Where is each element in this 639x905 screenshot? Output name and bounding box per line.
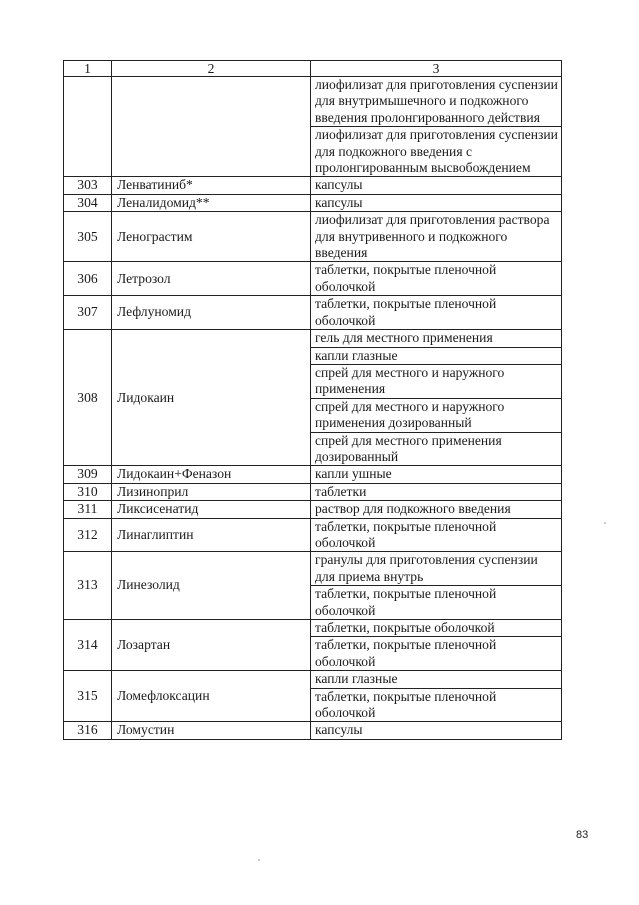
table-row — [64, 262, 562, 296]
dosage-form: капсулы — [311, 722, 562, 739]
table-row — [64, 212, 562, 262]
drug-name: Ликсисенатид — [112, 501, 311, 518]
drug-name: Леналидомид** — [112, 194, 311, 211]
row-number: 315 — [64, 671, 112, 722]
table-row — [64, 671, 562, 688]
row-number: 306 — [64, 262, 112, 296]
dosage-form: капли ушные — [311, 466, 562, 483]
drug-name: Ломустин — [112, 722, 311, 739]
drug-name: Лозартан — [112, 620, 311, 671]
dosage-form: капли глазные — [311, 671, 562, 688]
drug-name: Лидокаин+Феназон — [112, 466, 311, 483]
dosage-form: лиофилизат для приготовления суспензии для внутримышечного и подкожного введения пролонгированного действия — [311, 77, 562, 127]
row-number: 313 — [64, 552, 112, 620]
drug-name: Ломефлоксацин — [112, 671, 311, 722]
dosage-form: капсулы — [311, 177, 562, 194]
row-number: 308 — [64, 330, 112, 466]
dosage-form: раствор для подкожного введения — [311, 501, 562, 518]
dosage-form: таблетки, покрытые пленочной оболочкой — [311, 586, 562, 620]
row-number: 307 — [64, 296, 112, 330]
row-number: 311 — [64, 501, 112, 518]
drug-name: Ленограстим — [112, 212, 311, 262]
dosage-form: лиофилизат для приготовления раствора для внутривенного и подкожного введения — [311, 212, 562, 262]
table-row — [64, 330, 562, 347]
drug-name: Линезолид — [112, 552, 311, 620]
table-row — [64, 620, 562, 637]
scan-speck — [604, 522, 606, 524]
dosage-form: капли глазные — [311, 347, 562, 364]
table-row — [64, 518, 562, 552]
page-number: 83 — [576, 829, 589, 841]
table-row — [64, 501, 562, 518]
scan-speck — [258, 859, 260, 861]
table-row — [64, 722, 562, 739]
table-row — [64, 177, 562, 194]
drug-table — [63, 60, 562, 740]
table-row — [64, 483, 562, 500]
dosage-form: таблетки, покрытые пленочной оболочкой — [311, 262, 562, 296]
dosage-form: спрей для местного применения дозированный — [311, 432, 562, 466]
row-number: 309 — [64, 466, 112, 483]
dosage-form: гель для местного применения — [311, 330, 562, 347]
header-col-2: 2 — [112, 61, 311, 77]
drug-name: Линаглиптин — [112, 518, 311, 552]
table-row — [64, 194, 562, 211]
dosage-form: лиофилизат для приготовления суспензии для подкожного введения с пролонгированным высвобождением — [311, 127, 562, 177]
drug-name: Лизиноприл — [112, 483, 311, 500]
table-row — [64, 466, 562, 483]
dosage-form: таблетки, покрытые пленочной оболочкой — [311, 296, 562, 330]
drug-name: Лидокаин — [112, 330, 311, 466]
dosage-form: таблетки, покрытые пленочной оболочкой — [311, 518, 562, 552]
drug-name: Ленватиниб* — [112, 177, 311, 194]
row-number: 303 — [64, 177, 112, 194]
table-row — [64, 296, 562, 330]
row-number: 305 — [64, 212, 112, 262]
drug-name: Лефлуномид — [112, 296, 311, 330]
table-row — [64, 77, 562, 127]
dosage-form: таблетки, покрытые пленочной оболочкой — [311, 637, 562, 671]
dosage-form: таблетки — [311, 483, 562, 500]
row-number: 310 — [64, 483, 112, 500]
row-number: 312 — [64, 518, 112, 552]
row-number — [64, 77, 112, 177]
header-col-3: 3 — [311, 61, 562, 77]
dosage-form: гранулы для приготовления суспензии для приема внутрь — [311, 552, 562, 586]
table-body — [64, 61, 562, 740]
table-header-row — [64, 61, 562, 77]
drug-name — [112, 77, 311, 177]
drug-name: Летрозол — [112, 262, 311, 296]
row-number: 316 — [64, 722, 112, 739]
row-number: 304 — [64, 194, 112, 211]
dosage-form: спрей для местного и наружного применения — [311, 364, 562, 398]
dosage-form: таблетки, покрытые оболочкой — [311, 620, 562, 637]
header-col-1: 1 — [64, 61, 112, 77]
dosage-form: таблетки, покрытые пленочной оболочкой — [311, 688, 562, 722]
table-row — [64, 552, 562, 586]
dosage-form: капсулы — [311, 194, 562, 211]
dosage-form: спрей для местного и наружного применения дозированный — [311, 398, 562, 432]
row-number: 314 — [64, 620, 112, 671]
